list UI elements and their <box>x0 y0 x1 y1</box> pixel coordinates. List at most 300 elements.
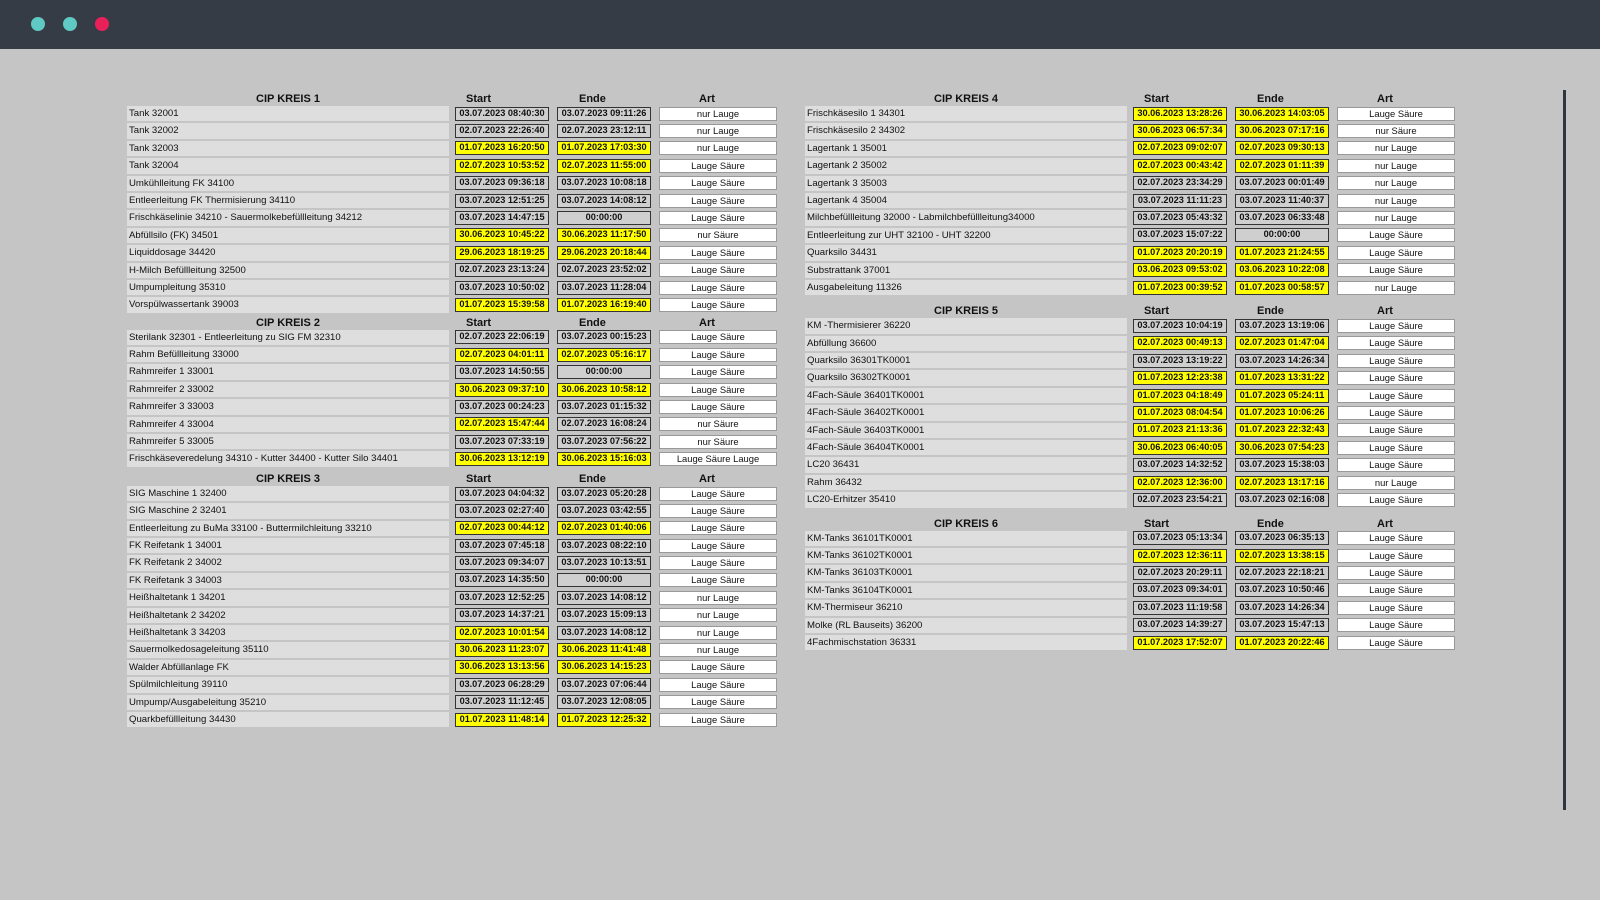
circuit-object-name: Abfüllung 36600 <box>805 336 1127 351</box>
end-timestamp: 03.06.2023 10:22:08 <box>1235 263 1329 277</box>
table-row <box>127 416 799 433</box>
section-title: CIP KREIS 1 <box>256 93 320 105</box>
table-row <box>127 711 799 728</box>
start-timestamp: 03.07.2023 07:45:18 <box>455 539 549 553</box>
table-row <box>127 398 799 415</box>
cleaning-type: nur Lauge <box>1337 281 1455 295</box>
table-row <box>127 209 799 226</box>
circuit-object-name: Lagertank 4 35004 <box>805 193 1127 208</box>
window-dot-red[interactable] <box>95 17 109 31</box>
start-timestamp: 02.07.2023 00:49:13 <box>1133 336 1227 350</box>
cleaning-type: Lauge Säure <box>1337 319 1455 333</box>
table-row <box>127 381 799 398</box>
end-timestamp: 00:00:00 <box>557 365 651 379</box>
table-row <box>805 140 1477 157</box>
end-timestamp: 03.07.2023 15:38:03 <box>1235 458 1329 472</box>
end-timestamp: 03.07.2023 11:40:37 <box>1235 194 1329 208</box>
table-row <box>127 537 799 554</box>
cleaning-type: Lauge Säure <box>659 330 777 344</box>
end-timestamp: 03.07.2023 14:08:12 <box>557 194 651 208</box>
cleaning-type: Lauge Säure <box>1337 107 1455 121</box>
start-timestamp: 01.07.2023 11:48:14 <box>455 713 549 727</box>
cleaning-type: Lauge Säure <box>659 263 777 277</box>
cleaning-type: Lauge Säure <box>659 194 777 208</box>
start-timestamp: 30.06.2023 11:23:07 <box>455 643 549 657</box>
circuit-object-name: Entleerleitung zur UHT 32100 - UHT 32200 <box>805 228 1127 243</box>
table-row <box>805 209 1477 226</box>
circuit-object-name: LC20-Erhitzer 35410 <box>805 492 1127 507</box>
start-timestamp: 03.07.2023 14:50:55 <box>455 365 549 379</box>
table-row <box>127 157 799 174</box>
end-timestamp: 30.06.2023 11:41:48 <box>557 643 651 657</box>
end-timestamp: 02.07.2023 01:11:39 <box>1235 159 1329 173</box>
start-timestamp: 03.07.2023 10:04:19 <box>1133 319 1227 333</box>
start-timestamp: 02.07.2023 10:01:54 <box>455 626 549 640</box>
cleaning-type: Lauge Säure <box>659 556 777 570</box>
table-row <box>127 485 799 502</box>
end-timestamp: 30.06.2023 10:58:12 <box>557 383 651 397</box>
cleaning-type: nur Lauge <box>1337 159 1455 173</box>
start-timestamp: 02.07.2023 22:26:40 <box>455 124 549 138</box>
table-row <box>805 547 1477 564</box>
column-header-ende: Ende <box>579 316 606 329</box>
table-row <box>805 192 1477 209</box>
table-row <box>805 422 1477 439</box>
section-header <box>127 90 799 105</box>
end-timestamp: 03.07.2023 11:28:04 <box>557 281 651 295</box>
circuit-object-name: Rahmreifer 1 33001 <box>127 364 449 379</box>
start-timestamp: 03.07.2023 14:32:52 <box>1133 458 1227 472</box>
cleaning-type: nur Säure <box>1337 124 1455 138</box>
start-timestamp: 03.07.2023 14:47:15 <box>455 211 549 225</box>
cleaning-type: nur Lauge <box>1337 211 1455 225</box>
circuit-object-name: KM-Tanks 36103TK0001 <box>805 565 1127 580</box>
cleaning-type: nur Säure <box>659 228 777 242</box>
cleaning-type: nur Lauge <box>659 626 777 640</box>
start-timestamp: 01.07.2023 08:04:54 <box>1133 406 1227 420</box>
circuit-object-name: Liquiddosage 34420 <box>127 245 449 260</box>
end-timestamp: 03.07.2023 14:08:12 <box>557 591 651 605</box>
table-row <box>127 105 799 122</box>
start-timestamp: 03.07.2023 14:39:27 <box>1133 618 1227 632</box>
start-timestamp: 01.07.2023 21:13:36 <box>1133 423 1227 437</box>
end-timestamp: 00:00:00 <box>557 573 651 587</box>
column-header-start: Start <box>466 472 492 485</box>
table-row <box>805 439 1477 456</box>
table-row <box>805 582 1477 599</box>
vertical-scrollbar[interactable] <box>1563 90 1566 810</box>
cleaning-type: Lauge Säure <box>1337 601 1455 615</box>
table-row <box>805 599 1477 616</box>
cleaning-type: nur Lauge <box>659 643 777 657</box>
start-timestamp: 02.07.2023 00:43:42 <box>1133 159 1227 173</box>
circuit-object-name: Umkühlleitung FK 34100 <box>127 176 449 191</box>
start-timestamp: 02.07.2023 15:47:44 <box>455 417 549 431</box>
cleaning-type: Lauge Säure <box>659 713 777 727</box>
start-timestamp: 30.06.2023 09:37:10 <box>455 383 549 397</box>
cleaning-type: Lauge Säure <box>1337 618 1455 632</box>
table-row <box>805 122 1477 139</box>
start-timestamp: 02.07.2023 00:44:12 <box>455 521 549 535</box>
end-timestamp: 00:00:00 <box>557 211 651 225</box>
section-header <box>127 470 799 485</box>
table-row <box>127 624 799 641</box>
end-timestamp: 03.07.2023 12:08:05 <box>557 695 651 709</box>
start-timestamp: 01.07.2023 16:20:50 <box>455 141 549 155</box>
circuit-object-name: Frischkäsesilo 2 34302 <box>805 123 1127 138</box>
table-row <box>127 346 799 363</box>
cleaning-type: Lauge Säure <box>1337 354 1455 368</box>
cleaning-type: Lauge Säure <box>659 281 777 295</box>
circuit-object-name: Entleerleitung FK Thermisierung 34110 <box>127 193 449 208</box>
cleaning-type: Lauge Säure <box>1337 636 1455 650</box>
cleaning-type: Lauge Säure <box>1337 441 1455 455</box>
end-timestamp: 01.07.2023 05:24:11 <box>1235 389 1329 403</box>
circuit-object-name: KM-Thermiseur 36210 <box>805 600 1127 615</box>
window-dot-teal-2[interactable] <box>63 17 77 31</box>
start-timestamp: 30.06.2023 13:13:56 <box>455 660 549 674</box>
circuit-object-name: Rahmreifer 2 33002 <box>127 382 449 397</box>
circuit-object-name: Rahm 36432 <box>805 475 1127 490</box>
end-timestamp: 03.07.2023 06:33:48 <box>1235 211 1329 225</box>
circuit-object-name: Frischkäsesilo 1 34301 <box>805 106 1127 121</box>
end-timestamp: 03.07.2023 10:50:46 <box>1235 583 1329 597</box>
start-timestamp: 03.07.2023 10:50:02 <box>455 281 549 295</box>
circuit-object-name: Sterilank 32301 - Entleerleitung zu SIG FM 32310 <box>127 330 449 345</box>
table-row <box>805 634 1477 651</box>
table-row <box>127 140 799 157</box>
start-timestamp: 03.07.2023 14:35:50 <box>455 573 549 587</box>
circuit-object-name: Frischkäseveredelung 34310 - Kutter 34400 - Kutter Silo 34401 <box>127 451 449 466</box>
start-timestamp: 03.07.2023 09:34:07 <box>455 556 549 570</box>
start-timestamp: 03.07.2023 13:19:22 <box>1133 354 1227 368</box>
column-header-art: Art <box>699 316 715 329</box>
end-timestamp: 01.07.2023 21:24:55 <box>1235 246 1329 260</box>
circuit-object-name: Entleerleitung zu BuMa 33100 - Buttermilchleitung 33210 <box>127 521 449 536</box>
circuit-object-name: Vorspülwassertank 39003 <box>127 297 449 312</box>
table-row <box>127 262 799 279</box>
table-row <box>805 617 1477 634</box>
circuit-object-name: Ausgabeleitung 11326 <box>805 280 1127 295</box>
section-header <box>127 314 799 329</box>
cleaning-type: Lauge Säure <box>659 678 777 692</box>
start-timestamp: 03.07.2023 11:19:58 <box>1133 601 1227 615</box>
circuit-object-name: Sauermolkedosageleitung 35110 <box>127 642 449 657</box>
start-timestamp: 01.07.2023 12:23:38 <box>1133 371 1227 385</box>
cleaning-type: Lauge Säure <box>1337 531 1455 545</box>
end-timestamp: 02.07.2023 22:18:21 <box>1235 566 1329 580</box>
circuit-object-name: Rahmreifer 4 33004 <box>127 417 449 432</box>
column-header-art: Art <box>699 472 715 485</box>
end-timestamp: 30.06.2023 15:16:03 <box>557 452 651 466</box>
end-timestamp: 30.06.2023 11:17:50 <box>557 228 651 242</box>
cleaning-type: Lauge Säure <box>659 176 777 190</box>
end-timestamp: 03.07.2023 10:08:18 <box>557 176 651 190</box>
start-timestamp: 01.07.2023 17:52:07 <box>1133 636 1227 650</box>
table-row <box>805 279 1477 296</box>
cleaning-type: nur Lauge <box>1337 476 1455 490</box>
cleaning-type: Lauge Säure <box>659 400 777 414</box>
table-row <box>805 352 1477 369</box>
table-row <box>127 554 799 571</box>
section-title: CIP KREIS 5 <box>934 305 998 318</box>
column-header-art: Art <box>1377 517 1393 530</box>
cleaning-type: Lauge Säure <box>1337 336 1455 350</box>
circuit-object-name: Rahmreifer 3 33003 <box>127 399 449 414</box>
cleaning-type: nur Lauge <box>659 107 777 121</box>
table-row <box>805 227 1477 244</box>
table-row <box>805 262 1477 279</box>
table-row <box>805 244 1477 261</box>
table-row <box>127 502 799 519</box>
end-timestamp: 30.06.2023 14:03:05 <box>1235 107 1329 121</box>
start-timestamp: 30.06.2023 06:40:05 <box>1133 441 1227 455</box>
table-row <box>127 244 799 261</box>
table-row <box>127 589 799 606</box>
right-panel <box>805 90 1477 651</box>
end-timestamp: 01.07.2023 12:25:32 <box>557 713 651 727</box>
end-timestamp: 03.07.2023 01:15:32 <box>557 400 651 414</box>
end-timestamp: 01.07.2023 17:03:30 <box>557 141 651 155</box>
section-header <box>805 90 1477 105</box>
cleaning-type: Lauge Säure <box>1337 263 1455 277</box>
end-timestamp: 03.07.2023 07:56:22 <box>557 435 651 449</box>
cleaning-type: Lauge Säure <box>1337 493 1455 507</box>
cleaning-type: Lauge Säure <box>1337 566 1455 580</box>
table-row <box>805 335 1477 352</box>
table-row <box>127 192 799 209</box>
start-timestamp: 29.06.2023 18:19:25 <box>455 246 549 260</box>
table-row <box>127 227 799 244</box>
table-row <box>805 105 1477 122</box>
circuit-object-name: Quarksilo 34431 <box>805 245 1127 260</box>
column-header-art: Art <box>699 93 715 105</box>
end-timestamp: 30.06.2023 14:15:23 <box>557 660 651 674</box>
circuit-object-name: Lagertank 2 35002 <box>805 158 1127 173</box>
cleaning-type: Lauge Säure <box>1337 406 1455 420</box>
table-row <box>805 387 1477 404</box>
start-timestamp: 03.06.2023 09:53:02 <box>1133 263 1227 277</box>
start-timestamp: 01.07.2023 15:39:58 <box>455 298 549 312</box>
start-timestamp: 03.07.2023 08:40:30 <box>455 107 549 121</box>
table-row <box>127 433 799 450</box>
start-timestamp: 03.07.2023 04:04:32 <box>455 487 549 501</box>
cleaning-type: nur Lauge <box>659 608 777 622</box>
start-timestamp: 03.07.2023 14:37:21 <box>455 608 549 622</box>
window-titlebar <box>0 0 1600 49</box>
end-timestamp: 01.07.2023 20:22:46 <box>1235 636 1329 650</box>
table-row <box>127 659 799 676</box>
section-header <box>805 515 1477 530</box>
column-header-start: Start <box>466 316 492 329</box>
circuit-object-name: Lagertank 1 35001 <box>805 141 1127 156</box>
start-timestamp: 02.07.2023 04:01:11 <box>455 348 549 362</box>
cleaning-type: Lauge Säure <box>659 539 777 553</box>
column-header-art: Art <box>1377 305 1393 318</box>
table-row <box>127 122 799 139</box>
start-timestamp: 03.07.2023 12:52:25 <box>455 591 549 605</box>
start-timestamp: 02.07.2023 12:36:00 <box>1133 476 1227 490</box>
cleaning-type: nur Lauge <box>659 141 777 155</box>
table-row <box>127 607 799 624</box>
circuit-object-name: 4Fach-Säule 36402TK0001 <box>805 405 1127 420</box>
end-timestamp: 30.06.2023 07:17:16 <box>1235 124 1329 138</box>
end-timestamp: 01.07.2023 22:32:43 <box>1235 423 1329 437</box>
start-timestamp: 03.07.2023 06:28:29 <box>455 678 549 692</box>
circuit-object-name: Tank 32002 <box>127 123 449 138</box>
start-timestamp: 03.07.2023 05:43:32 <box>1133 211 1227 225</box>
start-timestamp: 03.07.2023 07:33:19 <box>455 435 549 449</box>
table-row <box>805 157 1477 174</box>
start-timestamp: 30.06.2023 13:12:19 <box>455 452 549 466</box>
circuit-object-name: Rahmreifer 5 33005 <box>127 434 449 449</box>
cleaning-type: Lauge Säure <box>1337 228 1455 242</box>
circuit-object-name: Heißhaltetank 1 34201 <box>127 590 449 605</box>
cleaning-type: nur Säure <box>659 435 777 449</box>
table-row <box>805 564 1477 581</box>
start-timestamp: 02.07.2023 20:29:11 <box>1133 566 1227 580</box>
end-timestamp: 03.07.2023 05:20:28 <box>557 487 651 501</box>
end-timestamp: 01.07.2023 13:31:22 <box>1235 371 1329 385</box>
table-row <box>805 404 1477 421</box>
table-row <box>127 296 799 313</box>
table-row <box>805 491 1477 508</box>
end-timestamp: 02.07.2023 23:52:02 <box>557 263 651 277</box>
table-row <box>805 456 1477 473</box>
section-title: CIP KREIS 4 <box>934 93 998 105</box>
column-header-ende: Ende <box>1257 517 1284 530</box>
circuit-object-name: Rahm Befüllleitung 33000 <box>127 347 449 362</box>
circuit-object-name: Quarkbefüllleitung 34430 <box>127 712 449 727</box>
cleaning-type: Lauge Säure <box>659 521 777 535</box>
start-timestamp: 03.07.2023 12:51:25 <box>455 194 549 208</box>
table-row <box>127 175 799 192</box>
left-panel <box>127 90 799 728</box>
cleaning-type: nur Lauge <box>659 591 777 605</box>
circuit-object-name: Tank 32004 <box>127 158 449 173</box>
column-header-ende: Ende <box>579 472 606 485</box>
start-timestamp: 03.07.2023 11:12:45 <box>455 695 549 709</box>
circuit-object-name: FK Reifetank 2 34002 <box>127 555 449 570</box>
end-timestamp: 03.07.2023 14:08:12 <box>557 626 651 640</box>
end-timestamp: 03.07.2023 13:19:06 <box>1235 319 1329 333</box>
circuit-object-name: LC20 36431 <box>805 457 1127 472</box>
end-timestamp: 03.07.2023 07:06:44 <box>557 678 651 692</box>
table-row <box>805 474 1477 491</box>
end-timestamp: 00:00:00 <box>1235 228 1329 242</box>
cleaning-type: nur Lauge <box>1337 194 1455 208</box>
table-row <box>127 572 799 589</box>
table-row <box>127 520 799 537</box>
column-header-start: Start <box>1144 517 1170 530</box>
end-timestamp: 03.07.2023 14:26:34 <box>1235 354 1329 368</box>
table-row <box>805 317 1477 334</box>
end-timestamp: 03.07.2023 08:22:10 <box>557 539 651 553</box>
end-timestamp: 30.06.2023 07:54:23 <box>1235 441 1329 455</box>
cleaning-type: Lauge Säure <box>659 660 777 674</box>
circuit-object-name: Heißhaltetank 3 34203 <box>127 625 449 640</box>
circuit-object-name: 4Fachmischstation 36331 <box>805 635 1127 650</box>
column-header-start: Start <box>1144 93 1170 105</box>
end-timestamp: 02.07.2023 23:12:11 <box>557 124 651 138</box>
circuit-object-name: Umpumpleitung 35310 <box>127 280 449 295</box>
end-timestamp: 01.07.2023 10:06:26 <box>1235 406 1329 420</box>
circuit-object-name: Molke (RL Bauseits) 36200 <box>805 618 1127 633</box>
table-row <box>127 450 799 467</box>
cleaning-type: Lauge Säure <box>659 348 777 362</box>
table-row <box>127 676 799 693</box>
cleaning-type: nur Säure <box>659 417 777 431</box>
start-timestamp: 03.07.2023 09:36:18 <box>455 176 549 190</box>
cleaning-type: nur Lauge <box>1337 141 1455 155</box>
circuit-object-name: Milchbefüllleitung 32000 - Labmilchbefüllleitung34000 <box>805 210 1127 225</box>
circuit-object-name: 4Fach-Säule 36401TK0001 <box>805 388 1127 403</box>
end-timestamp: 03.07.2023 09:11:26 <box>557 107 651 121</box>
end-timestamp: 03.07.2023 15:47:13 <box>1235 618 1329 632</box>
cleaning-type: Lauge Säure <box>1337 549 1455 563</box>
start-timestamp: 03.07.2023 00:24:23 <box>455 400 549 414</box>
start-timestamp: 01.07.2023 00:39:52 <box>1133 281 1227 295</box>
circuit-object-name: SIG Maschine 2 32401 <box>127 503 449 518</box>
end-timestamp: 01.07.2023 00:58:57 <box>1235 281 1329 295</box>
table-row <box>127 641 799 658</box>
window-dot-teal[interactable] <box>31 17 45 31</box>
table-row <box>805 175 1477 192</box>
cleaning-type: Lauge Säure <box>659 504 777 518</box>
start-timestamp: 02.07.2023 22:06:19 <box>455 330 549 344</box>
cleaning-type: Lauge Säure <box>1337 458 1455 472</box>
end-timestamp: 02.07.2023 13:38:15 <box>1235 549 1329 563</box>
cleaning-type: Lauge Säure <box>1337 389 1455 403</box>
cleaning-type: Lauge Säure <box>1337 371 1455 385</box>
circuit-object-name: Quarksilo 36302TK0001 <box>805 370 1127 385</box>
start-timestamp: 01.07.2023 20:20:19 <box>1133 246 1227 260</box>
start-timestamp: 30.06.2023 06:57:34 <box>1133 124 1227 138</box>
circuit-object-name: FK Reifetank 1 34001 <box>127 538 449 553</box>
start-timestamp: 03.07.2023 11:11:23 <box>1133 194 1227 208</box>
table-row <box>805 369 1477 386</box>
circuit-object-name: 4Fach-Säule 36404TK0001 <box>805 440 1127 455</box>
start-timestamp: 30.06.2023 13:28:26 <box>1133 107 1227 121</box>
circuit-object-name: Umpump/Ausgabeleitung 35210 <box>127 695 449 710</box>
end-timestamp: 03.07.2023 10:13:51 <box>557 556 651 570</box>
cleaning-type: Lauge Säure <box>1337 423 1455 437</box>
end-timestamp: 02.07.2023 16:08:24 <box>557 417 651 431</box>
cleaning-type: Lauge Säure <box>659 365 777 379</box>
cleaning-type: Lauge Säure <box>659 159 777 173</box>
start-timestamp: 02.07.2023 23:34:29 <box>1133 176 1227 190</box>
cleaning-type: Lauge Säure <box>659 573 777 587</box>
circuit-object-name: KM -Thermisierer 36220 <box>805 318 1127 333</box>
end-timestamp: 03.07.2023 00:15:23 <box>557 330 651 344</box>
end-timestamp: 29.06.2023 20:18:44 <box>557 246 651 260</box>
circuit-object-name: KM-Tanks 36104TK0001 <box>805 583 1127 598</box>
cleaning-type: Lauge Säure <box>659 246 777 260</box>
cleaning-type: Lauge Säure Lauge <box>659 452 777 466</box>
circuit-object-name: KM-Tanks 36102TK0001 <box>805 548 1127 563</box>
start-timestamp: 02.07.2023 09:02:07 <box>1133 141 1227 155</box>
cleaning-type: Lauge Säure <box>659 298 777 312</box>
end-timestamp: 02.07.2023 09:30:13 <box>1235 141 1329 155</box>
end-timestamp: 02.07.2023 01:47:04 <box>1235 336 1329 350</box>
circuit-object-name: Quarksilo 36301TK0001 <box>805 353 1127 368</box>
start-timestamp: 02.07.2023 10:53:52 <box>455 159 549 173</box>
section-header <box>805 302 1477 317</box>
start-timestamp: 02.07.2023 23:54:21 <box>1133 493 1227 507</box>
end-timestamp: 03.07.2023 03:42:55 <box>557 504 651 518</box>
circuit-object-name: H-Milch Befüllleitung 32500 <box>127 263 449 278</box>
circuit-object-name: Spülmilchleitung 39110 <box>127 677 449 692</box>
